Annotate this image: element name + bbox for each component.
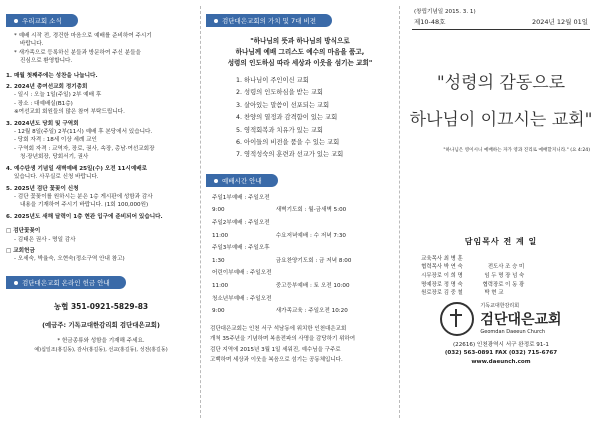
issue-line bbox=[408, 16, 594, 26]
news-intro: 바랍니다. bbox=[20, 41, 44, 48]
staff-row: 시무장로 이 희 명 임 두 명 장 넘 숙 bbox=[421, 273, 525, 279]
flower-detail: - 김태은 권사 - 명일 감사 bbox=[14, 236, 76, 243]
news-detail: ※여선교회 회원들의 많은 참여 부탁드립니다. bbox=[14, 109, 125, 116]
vision-item: 7. 영적성숙의 훈련과 선교가 있는 교회 bbox=[236, 151, 344, 159]
bullet-icon bbox=[214, 19, 218, 23]
staff-row: 원로장로 김 중 철 박 현 교 bbox=[421, 290, 504, 297]
news-detail: - 장소 : 대예배실(B1층) bbox=[14, 100, 73, 107]
theme-line-2: 하나님이 이끄시는 교회" bbox=[409, 110, 593, 131]
mission-line: "하나님의 뜻과 하나님의 방식으로 bbox=[250, 37, 350, 45]
staff-row: 협력목사 박 연 숙 전도사 조 승 미 bbox=[421, 264, 525, 271]
news-item-1: 1. 매월 첫째주에는 성찬을 나눕니다. bbox=[6, 72, 98, 79]
news-header: 우리교회 소식 bbox=[6, 14, 78, 27]
offering-title: □ 교회헌금 bbox=[6, 247, 35, 254]
offering-detail: - 오세숙, 박율숙, 오현숙(정소구역 안내 참고) bbox=[14, 256, 125, 263]
news-detail: - 검단 꽃꽂이를 원하시는 분은 1층 게시판에 성함과 감사 bbox=[14, 193, 153, 200]
address: (22616) 인천광역시 서구 완정로 91-1 bbox=[452, 341, 549, 348]
staff-row: 명예장로 정 명 숙 협력장로 이 동 광 bbox=[421, 281, 525, 288]
bullet-icon bbox=[214, 179, 218, 183]
vision-item: 5. 영적회복과 치유가 있는 교회 bbox=[236, 126, 324, 134]
offering-example: 예)십일조(홍길동), 감사(홍길동), 선교(홍길동), 성전(홍길동) bbox=[34, 346, 168, 353]
schedule-row: 청소년부예배 : 주일오전 9:00 새가족교육 : 주일오전 10:20 bbox=[212, 295, 348, 315]
vision-item: 4. 찬양의 열정과 감격함이 있는 교회 bbox=[236, 114, 338, 122]
denomination: 기독교대한감리회 bbox=[480, 303, 520, 310]
schedule-row: 주일3부예배 : 주일오후 1:30 금요찬양기도회 : 금 저녁 8:00 bbox=[212, 245, 352, 264]
online-offering-header: 검단대은교회 온라인 헌금 안내 bbox=[6, 276, 126, 289]
staff-row: 교육목사 최 병 훈 bbox=[421, 255, 463, 262]
church-name-en: Geomdan Daeeun Church bbox=[480, 329, 545, 336]
schedule-row: 주일2부예배 : 주일오전 11:00 수요저녁예배 : 수 저녁 7:30 bbox=[212, 220, 346, 239]
issue-number: 제10-48호 bbox=[414, 18, 446, 27]
account-holder: (예금주: 기독교대한감리회 검단대은교회) bbox=[42, 320, 160, 329]
cross-logo-icon bbox=[440, 302, 474, 336]
cover-column bbox=[400, 0, 600, 424]
phone: (032) 563-0891 FAX (032) 715-6767 bbox=[444, 350, 558, 357]
news-column bbox=[0, 0, 200, 424]
news-intro: * 새가족으로 등록하신 분들과 방문하여 주신 분들을 bbox=[14, 49, 141, 56]
news-item-4: 4. 예수탄생 기념일 새벽예배 25일(수) 오전 11시예배로 bbox=[6, 165, 148, 172]
vision-column bbox=[202, 0, 398, 424]
news-detail: - 구역회 자격 : 교역자, 장로, 권사, 속장, 총남·여선교회장 bbox=[14, 145, 155, 152]
news-detail: - 당회 자격 : 18세 이상 세례 교인 bbox=[14, 137, 97, 144]
flower-title: □ 검단꽃꽂이 bbox=[6, 228, 41, 235]
founded-date: (창립기념일 2015. 3. 1) bbox=[414, 9, 476, 15]
scripture: "하나님은 영이시니 예배하는 자가 영과 진리로 예배할지니라." (요 4:24) bbox=[443, 148, 590, 154]
news-detail: - 일시 : 오늘 1일(주일) 2부 예배 후 bbox=[14, 92, 102, 99]
news-item-2: 2. 2024년 총여선교회 정기총회 bbox=[6, 84, 88, 91]
divider bbox=[200, 6, 201, 418]
news-detail: - 12월 8일(주일) 2부(11시) 예배 후 본당에서 있습니다. bbox=[14, 129, 153, 136]
vision-list bbox=[206, 75, 394, 162]
bullet-icon bbox=[14, 281, 18, 285]
issue-date: 2024년 12월 01일 bbox=[531, 18, 588, 27]
church-intro: 검단대은교회는 인천 서구 석남동에 위치한 인천대은교회 개척 35주년을 기념하며 복음전파의 사명을 감당하기 위하여 검단 지역에 2015년 3월 1일 세워진, 예수님을 구주로 고백하며 세상과 이웃을 복음으로 섬기는 공동체입니다. bbox=[210, 325, 356, 363]
bullet-icon bbox=[14, 19, 18, 23]
news-item-6: 6. 2025년도 새해 달력이 1층 현관 입구에 준비되어 있습니다. bbox=[6, 213, 163, 220]
mission-line: 성령의 인도하심 따라 세상과 이웃을 섬기는 교회" bbox=[227, 59, 373, 67]
news-detail: 내용을 기재하여 주시기 바랍니다. (1회 100,000원) bbox=[20, 202, 149, 209]
church-name: 검단대은교회 bbox=[480, 312, 562, 329]
offering-note: * 헌금종류와 성함을 기재해 주세요. bbox=[57, 338, 145, 345]
vision-item: 3. 살아있는 말씀이 선포되는 교회 bbox=[236, 101, 330, 109]
news-intro: 진심으로 환영합니다. bbox=[20, 58, 73, 65]
website[interactable]: www.daeunch.com bbox=[471, 358, 531, 365]
worship-schedule bbox=[206, 192, 394, 318]
vision-item: 2. 성령의 인도하심을 받는 교회 bbox=[236, 89, 324, 97]
schedule-row: 주일1부예배 : 주일오전 9:00 새벽기도회 : 월-금새벽 5:00 bbox=[212, 194, 347, 214]
theme-line-1: "성령의 감동으로 bbox=[436, 73, 566, 94]
news-detail: 청·장년회장, 당회서기, 권사 bbox=[20, 154, 89, 161]
worship-header: 예배시간 안내 bbox=[206, 174, 278, 187]
church-logo bbox=[408, 302, 594, 336]
schedule-row: 어린이부예배 : 주일오전 11:00 중고등부예배 : 토 오전 10:00 bbox=[212, 270, 350, 289]
news-item-3: 3. 2024년도 당회 및 구역회 bbox=[6, 120, 79, 127]
senior-pastor: 담임목사 전 계 일 bbox=[464, 236, 538, 246]
vision-item: 1. 하나님이 주인이신 교회 bbox=[236, 77, 309, 84]
news-intro: * 예배 시작 전, 경건한 마음으로 예배를 준비하여 주시기 bbox=[14, 33, 152, 39]
mission-line: 하나님께 예배 그리스도 예수의 마음을 품고, bbox=[235, 48, 365, 56]
vision-item: 6. 아이들의 비전을 품을 수 있는 교회 bbox=[236, 139, 340, 147]
bank-account: 농협 351-0921-5829-83 bbox=[53, 302, 149, 312]
news-item-5: 5. 2025년 검단 꽃꽂이 신청 bbox=[6, 185, 79, 192]
vision-header: 검단대은교회의 가치 및 7대 비전 bbox=[206, 14, 332, 27]
news-detail: 있습니다. 사무실로 신청 바랍니다. bbox=[14, 174, 99, 181]
staff-list bbox=[408, 255, 594, 298]
